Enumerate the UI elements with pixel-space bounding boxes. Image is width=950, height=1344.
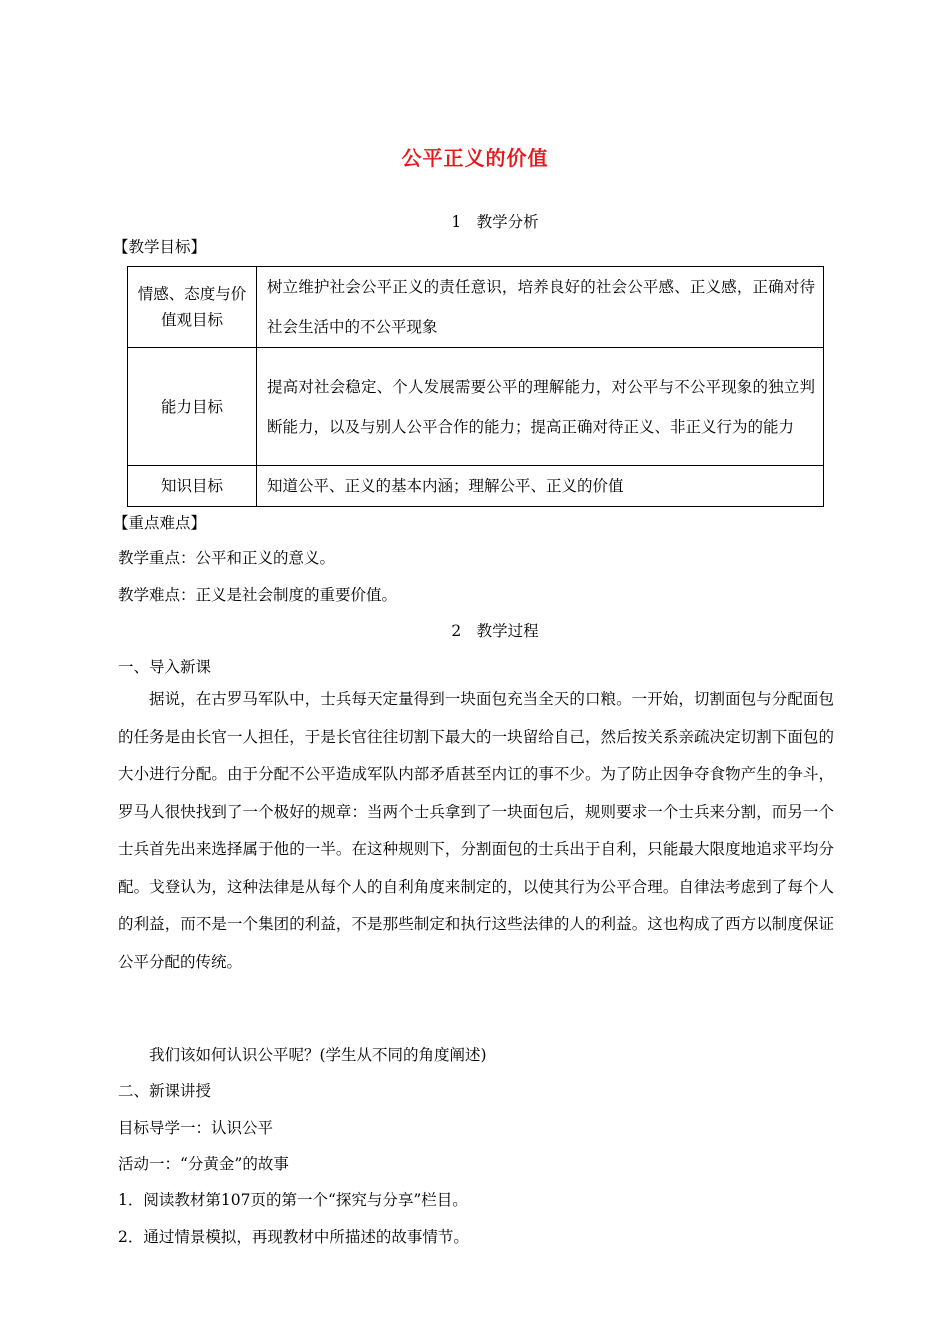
key-point-text: 教学重点：公平和正义的意义。 [118,549,336,567]
step-item: 2．通过情景模拟，再现教材中所描述的故事情节。 [118,1228,469,1246]
objective-heading: 目标导学一：认识公平 [118,1119,274,1137]
part-heading-new-lesson: 二、新课讲授 [118,1082,212,1100]
document-title: 公平正义的价值 [401,146,549,170]
part-heading-intro: 一、导入新课 [118,658,212,676]
goal-content: 提高对社会稳定、个人发展需要公平的理解能力，对公平与不公平现象的独立判断能力，以及与别人公平合作的能力；提高正确对待正义、非正义行为的能力 [257,348,824,466]
section-heading-process: 2 教学过程 [451,622,539,640]
intro-paragraph: 据说，在古罗马军队中，士兵每天定量得到一块面包充当全天的口粮。一开始，切割面包与分配面包的任务是由长官一人担任，于是长官往往切割下最大的一块留给自己，然后按关系亲疏决定切割下面包的大小进行分配。由于分配不公平造成军队内部矛盾甚至内讧的事不少。为了防止因争夺食物产生的争斗，罗马人很快找到了一个极好的规章：当两个士兵拿到了一块面包后，规则要求一个士兵来分割，而另一个士兵首先出来选择属于他的一半。在这种规则下，分割面包的士兵出于自利，只能最大限度地追求平均分配。戈登认为，这种法律是从每个人的自利角度来制定的，以使其行为公平合理。自律法考虑到了每个人的利益，而不是一个集团的利益，不是那些制定和执行这些法律的人的利益。这也构成了西方以制度保证公平分配的传统。 [118,690,834,971]
table-row [128,348,824,466]
activity-heading: 活动一：“分黄金”的故事 [118,1155,289,1173]
goal-content: 知道公平、正义的基本内涵；理解公平、正义的价值 [257,466,824,507]
question-line: 我们该如何认识公平呢？(学生从不同的角度阐述) [149,1046,487,1064]
teaching-goals-label: 【教学目标】 [113,238,207,256]
step-item: 1．阅读教材第107页的第一个“探究与分享”栏目。 [118,1191,468,1209]
key-points-label: 【重点难点】 [113,514,207,532]
table-row [128,466,824,507]
section-heading-analysis: 1 教学分析 [451,213,539,231]
difficult-point-text: 教学难点：正义是社会制度的重要价值。 [118,586,398,604]
goal-category: 知识目标 [128,466,257,507]
goal-content: 树立维护社会公平正义的责任意识，培养良好的社会公平感、正义感，正确对待社会生活中的不公平现象 [257,267,824,348]
teaching-goals-table [127,266,824,507]
table-row [128,267,824,348]
goal-category: 情感、态度与价值观目标 [128,267,257,348]
goal-category: 能力目标 [128,348,257,466]
